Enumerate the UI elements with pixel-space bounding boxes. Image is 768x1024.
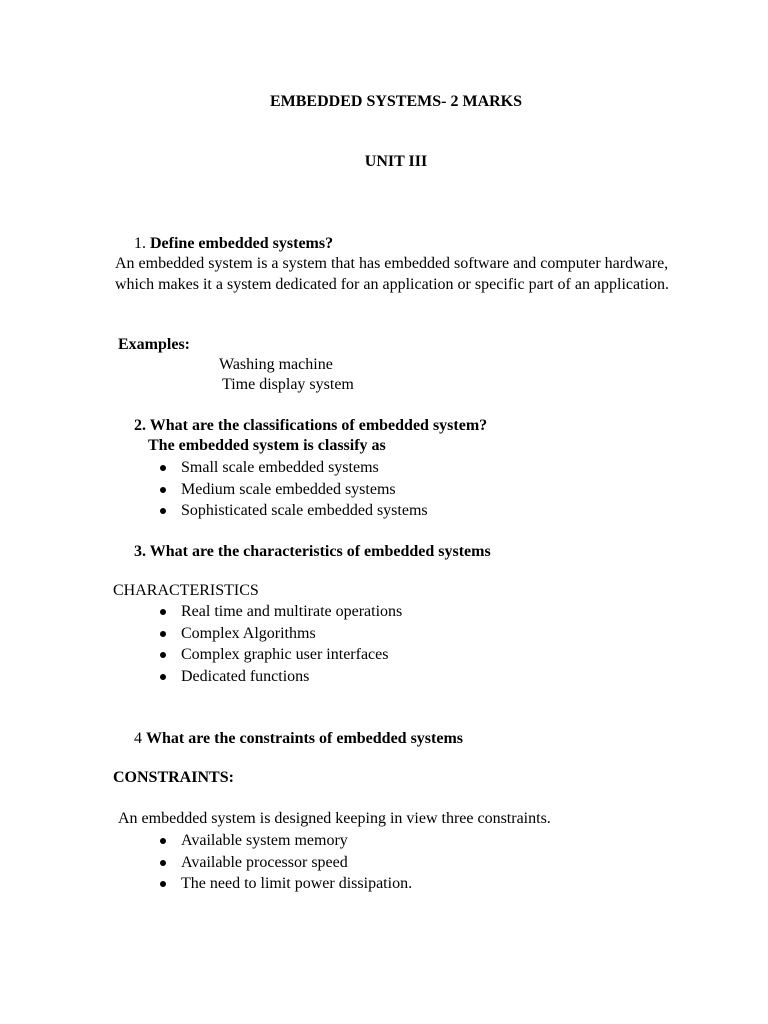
list-item-label: The need to limit power dissipation. bbox=[181, 875, 413, 892]
question-1 bbox=[134, 234, 333, 254]
question-2-text: 2. What are the classifications of embedded system? bbox=[134, 417, 488, 434]
question-4-text: What are the constraints of embedded systems bbox=[146, 730, 464, 747]
question-4 bbox=[134, 729, 463, 749]
list-item-label: Available processor speed bbox=[181, 853, 348, 871]
example-item: Washing machine bbox=[219, 356, 333, 373]
examples-label: Examples: bbox=[118, 336, 190, 353]
list-item-label: Sophisticated scale embedded systems bbox=[181, 502, 428, 519]
list-item bbox=[160, 624, 402, 646]
constraints-heading: CONSTRAINTS: bbox=[113, 769, 234, 786]
question-1-number: 1. bbox=[134, 235, 146, 252]
list-item bbox=[160, 831, 412, 853]
list-item bbox=[160, 853, 412, 875]
bullet-icon bbox=[160, 487, 166, 493]
answer-1-text: An embedded system is a system that has embedded software and computer hardware, which makes it a system dedicated for an application or specific part of an application. bbox=[115, 255, 670, 293]
bullet-icon bbox=[160, 674, 166, 680]
classification-list bbox=[160, 458, 428, 523]
list-item bbox=[160, 480, 428, 502]
list-item-label: Complex Algorithms bbox=[181, 624, 316, 642]
bullet-icon bbox=[160, 508, 166, 514]
list-item bbox=[160, 645, 402, 667]
list-item-label: Available system memory bbox=[181, 832, 348, 849]
question-1-text: Define embedded systems? bbox=[150, 235, 334, 252]
unit-heading: UNIT III bbox=[364, 153, 428, 170]
list-item bbox=[160, 667, 402, 689]
constraints-intro: An embedded system is designed keeping in view three constraints. bbox=[118, 810, 551, 827]
characteristics-list bbox=[160, 602, 402, 688]
list-item-label: Real time and multirate operations bbox=[181, 603, 403, 620]
list-item bbox=[160, 874, 412, 896]
question-4-number: 4 bbox=[134, 730, 142, 747]
list-item-label: Small scale embedded systems bbox=[181, 459, 379, 476]
bullet-icon bbox=[160, 465, 166, 471]
question-3-text: 3. What are the characteristics of embedded systems bbox=[134, 543, 491, 560]
list-item-label: Dedicated functions bbox=[181, 667, 310, 685]
characteristics-heading: CHARACTERISTICS bbox=[113, 582, 259, 599]
list-item-label: Complex graphic user interfaces bbox=[181, 646, 389, 663]
bullet-icon bbox=[160, 609, 166, 615]
document-title: EMBEDDED SYSTEMS- 2 MARKS bbox=[269, 93, 523, 110]
bullet-icon bbox=[160, 860, 166, 866]
classification-intro: The embedded system is classify as bbox=[148, 437, 386, 454]
list-item bbox=[160, 501, 428, 523]
constraints-list bbox=[160, 831, 412, 896]
list-item-label: Medium scale embedded systems bbox=[181, 480, 396, 498]
example-item: Time display system bbox=[222, 376, 354, 393]
bullet-icon bbox=[160, 652, 166, 658]
list-item bbox=[160, 602, 402, 624]
list-item bbox=[160, 458, 428, 480]
bullet-icon bbox=[160, 881, 166, 887]
bullet-icon bbox=[160, 631, 166, 637]
bullet-icon bbox=[160, 838, 166, 844]
